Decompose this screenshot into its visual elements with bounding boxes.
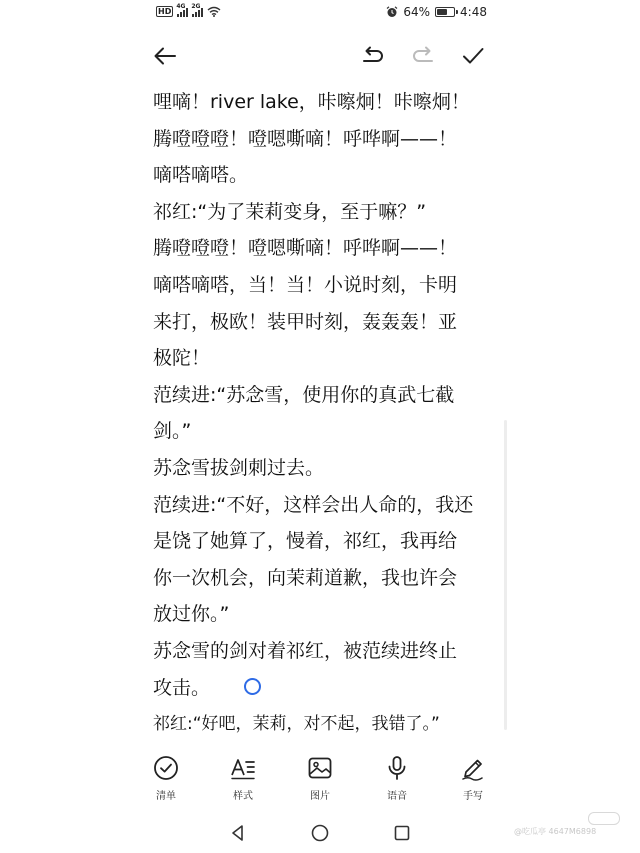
undo-icon xyxy=(358,42,386,70)
alarm-icon xyxy=(386,6,398,18)
editor-bottom-bar xyxy=(0,755,640,811)
microphone-icon xyxy=(384,755,410,781)
checklist-label: 清单 xyxy=(156,791,176,802)
note-line: 攻击。 xyxy=(153,676,211,699)
note-line: 哩嘀！river lake，咔嚓炯！咔嚓炯！ xyxy=(153,91,470,113)
handwrite-button[interactable] xyxy=(443,755,503,802)
checklist-button[interactable] xyxy=(136,755,196,802)
image-icon xyxy=(307,755,333,781)
note-line: 嘀嗒嘀嗒，当！当！小说时刻，卡明 xyxy=(153,273,458,296)
note-body[interactable] xyxy=(153,84,503,743)
text-style-icon xyxy=(230,755,256,781)
pen-icon xyxy=(460,755,486,781)
editor-toolbar xyxy=(0,28,640,84)
status-bar xyxy=(0,0,640,28)
image-label: 图片 xyxy=(310,791,330,802)
sim2-network-tag: 2G xyxy=(191,3,201,10)
note-line: 祁红:“为了茉莉变身，至于嘛？” xyxy=(153,200,427,223)
style-label: 样式 xyxy=(233,791,253,802)
image-button[interactable] xyxy=(290,755,350,802)
note-line: 嘀嗒嘀嗒。 xyxy=(153,164,249,187)
confirm-button[interactable] xyxy=(459,42,487,70)
scrollbar[interactable] xyxy=(504,420,507,730)
note-line: 放过你。” xyxy=(153,603,230,626)
note-line: 是饶了她算了，慢着，祁红，我再给 xyxy=(153,530,458,553)
hd-badge: HD xyxy=(158,7,172,16)
voice-label: 语音 xyxy=(387,791,407,802)
triangle-back-icon xyxy=(228,823,248,843)
circle-home-icon xyxy=(310,823,330,843)
sim1-signal-icon xyxy=(176,3,188,17)
status-left xyxy=(156,3,221,17)
redo-icon xyxy=(410,42,438,70)
note-line: 范续进:“苏念雪，使用你的真武七截 xyxy=(153,383,455,406)
note-line: 苏念雪的剑对着祁红，被范续进终止 xyxy=(153,639,458,662)
status-right xyxy=(386,5,487,19)
note-line: 腾噔噔噔！噔嗯嘶嘀！呼哗啊——！ xyxy=(153,237,458,260)
check-icon xyxy=(459,42,487,70)
undo-button[interactable] xyxy=(358,42,386,70)
note-line: 范续进:“不好，这样会出人命的，我还 xyxy=(153,493,474,516)
nav-recents-button[interactable] xyxy=(392,823,412,843)
note-line: 祁红:“好吧，茉莉，对不起，我错了。” xyxy=(153,714,440,735)
sim1-network-tag: 4G xyxy=(176,3,186,10)
square-recents-icon xyxy=(392,823,412,843)
nav-back-button[interactable] xyxy=(228,823,248,843)
back-button[interactable] xyxy=(151,42,179,70)
checklist-icon xyxy=(153,755,179,781)
voice-button[interactable] xyxy=(367,755,427,802)
watermark-logo xyxy=(588,812,620,825)
battery-icon xyxy=(435,7,455,17)
note-line: 极陀！ xyxy=(153,347,211,370)
note-line: 你一次机会，向茉莉道歉，我也许会 xyxy=(153,566,458,589)
note-line: 腾噔噔噔！噔嗯嘶嘀！呼哗啊——！ xyxy=(153,127,458,150)
note-line: 来打，极欧！装甲时刻，轰轰轰！亚 xyxy=(153,310,458,333)
clock-time: 4:48 xyxy=(460,5,487,19)
handwrite-label: 手写 xyxy=(463,791,483,802)
back-arrow-icon xyxy=(151,42,179,70)
wifi-icon xyxy=(207,6,221,17)
style-button[interactable] xyxy=(213,755,273,802)
note-line: 苏念雪拔剑刺过去。 xyxy=(153,456,325,479)
note-line: 剑。” xyxy=(153,420,192,443)
battery-percent: 64% xyxy=(403,5,431,19)
redo-button[interactable] xyxy=(410,42,438,70)
text-cursor-handle[interactable] xyxy=(244,678,261,695)
nav-home-button[interactable] xyxy=(310,823,330,843)
sim2-signal-icon xyxy=(191,3,203,17)
watermark-text: @吃瓜亭 4647M6898 xyxy=(514,827,597,836)
